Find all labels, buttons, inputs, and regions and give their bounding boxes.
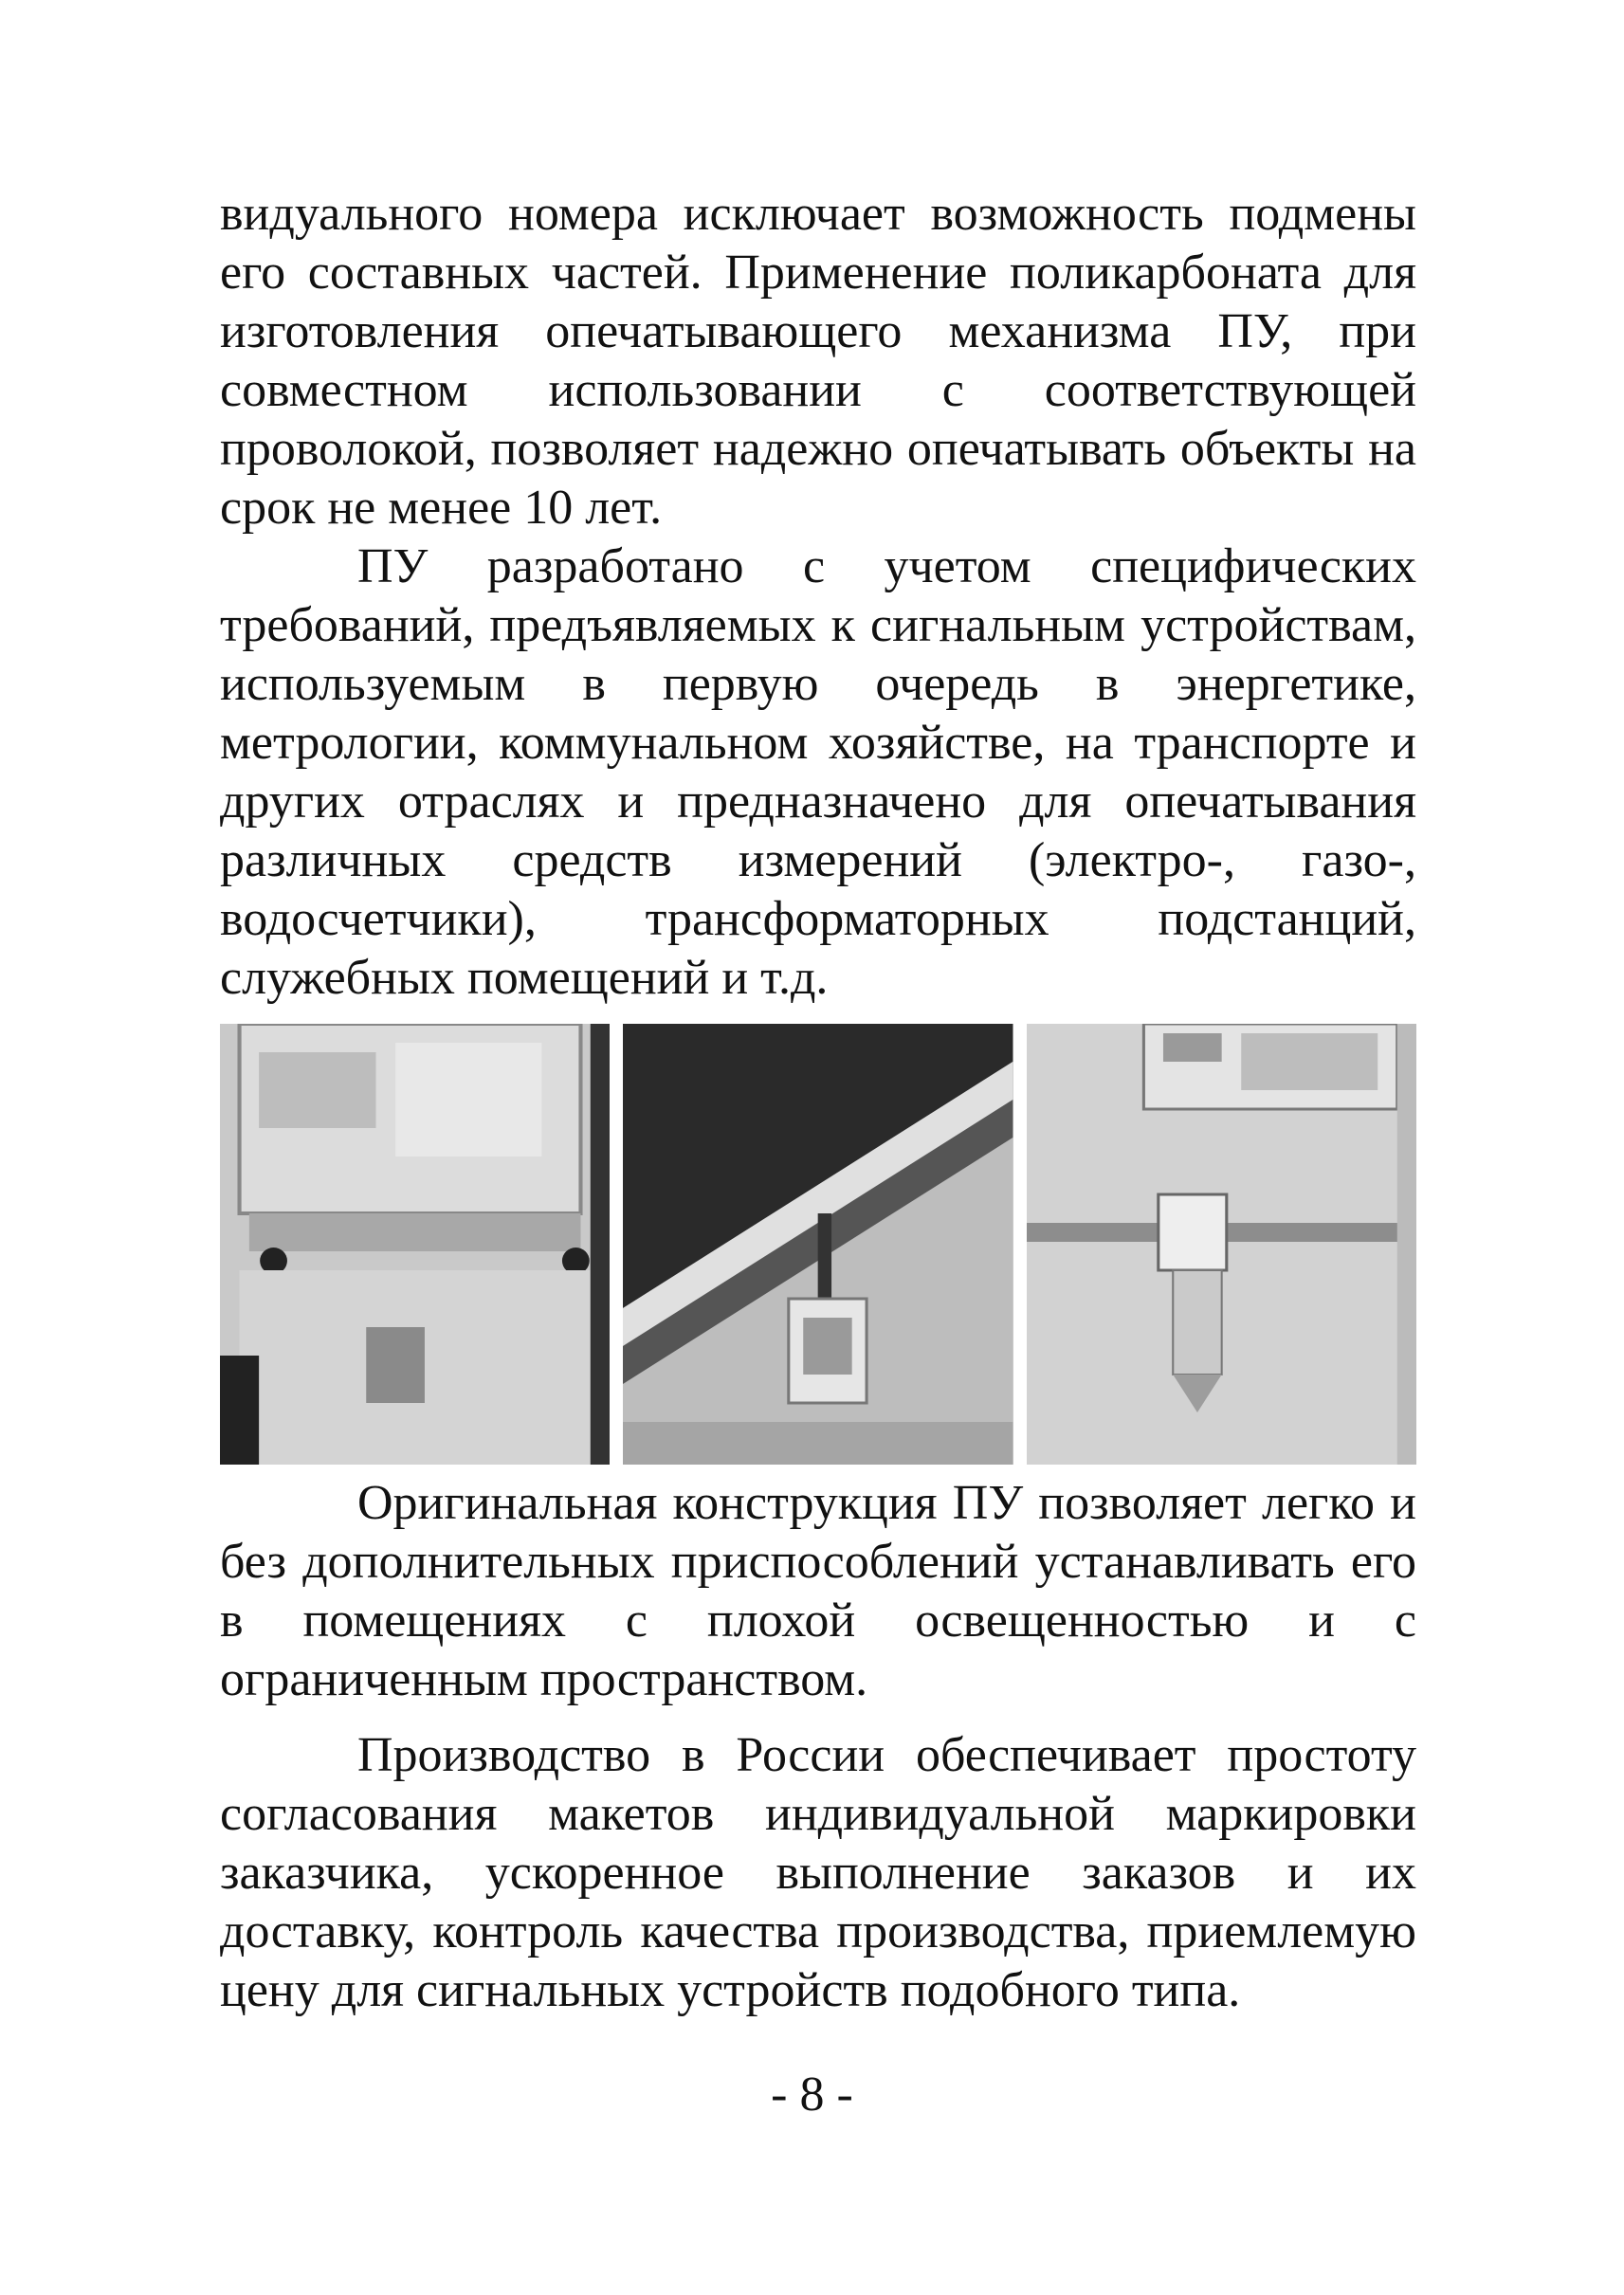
paragraph: видуального номера исключает возможность подмены его составных частей. Применение поликарбоната для изготовления опечатывающего механизма ПУ, при совместном использовании с соответствующей проволокой, позволяет надежно опечатывать объекты на срок не менее 10 лет. xyxy=(220,187,1416,535)
paragraph: ПУ разработано с учетом специфических требований, предъявляемых к сигнальным устройствам, используемым в первую очередь в энергетике, метрологии, коммунальном хозяйстве, на транспорте и других отраслях и предназначено для опечатывания различных средств измерений (электро-, газо-, водосчетчики), трансформаторных подстанций, служебных помещений и т.д. xyxy=(220,539,1416,1005)
page-number: - 8 - xyxy=(771,2067,853,2122)
meter-seal-photo-2 xyxy=(623,1024,1013,1465)
top-text-block xyxy=(220,185,1416,1008)
meter-seal-photo-1 xyxy=(220,1024,610,1465)
photo-strip xyxy=(220,1024,1416,1465)
meter-seal-photo-3 xyxy=(1027,1024,1416,1465)
paragraph: Производство в России обеспечивает простоту согласования макетов индивидуальной маркировки заказчика, ускоренное выполнение заказов и их доставку, контроль качества производства, приемлемую цену для сигнальных устройств подобного типа. xyxy=(220,1728,1416,2017)
paragraph: Оригинальная конструкция ПУ позволяет легко и без дополнительных приспособлений устанавливать его в помещениях с плохой освещенностью и с ограниченным пространством. xyxy=(220,1476,1416,1706)
bottom-text-block xyxy=(220,1474,1416,2020)
